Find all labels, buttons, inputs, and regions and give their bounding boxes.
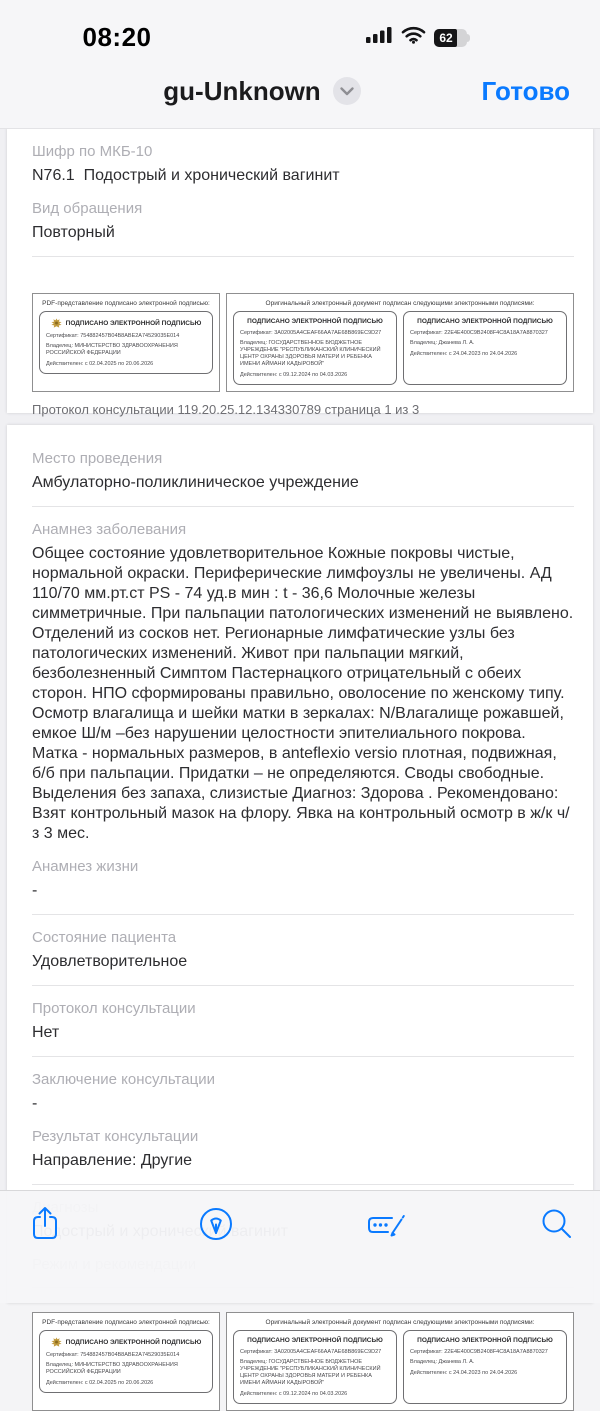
signature-stamp <box>403 1330 567 1404</box>
stamp-title-text: ПОДПИСАНО ЭЛЕКТРОННОЙ ПОДПИСЬЮ <box>417 1337 553 1344</box>
signature-row <box>32 1312 574 1411</box>
stamp-certificate: Сертификат: 22E4E400C9B2408F4C8A18A7A8870327 <box>410 329 548 336</box>
field-result <box>32 1127 574 1171</box>
nav-bar <box>0 54 600 129</box>
stamp-certificate: Сертификат: 22E4E400C9B2408F4C8A18A7A8870327 <box>410 1348 548 1355</box>
original-signature-title: Оригинальный электронный документ подписан следующими электронными подписями: <box>265 1319 535 1326</box>
stamp-certificate: Сертификат: 3A02005A4CEAF66AA7AE68B869EC9D27 <box>240 329 382 336</box>
stamp-certificate: Сертификат: 3A02005A4CEAF66AA7AE68B869EC9D27 <box>240 1348 382 1355</box>
field-value: Амбулаторно-поликлиническое учреждение <box>32 474 359 491</box>
done-button[interactable]: Готово <box>481 75 570 106</box>
field-label: Место проведения <box>32 450 163 467</box>
stamp-owner: Владелец: Джанева Л. А. <box>410 1359 475 1365</box>
status-bar <box>0 0 600 54</box>
field-label: Вид обращения <box>32 200 143 217</box>
document-page-2 <box>7 425 593 1397</box>
share-icon <box>30 1205 60 1243</box>
stamp-validity: Действителен: с 09.12.2024 по 04.03.2026 <box>240 371 348 378</box>
signature-row <box>32 293 574 392</box>
search-icon <box>540 1207 574 1241</box>
document-title: gu-Unknown <box>163 75 321 106</box>
divider <box>32 914 574 915</box>
divider <box>32 985 574 986</box>
signature-stamp <box>39 1330 213 1393</box>
field-visit-type <box>32 199 574 243</box>
form-fill-icon <box>366 1206 406 1242</box>
chevron-down-icon <box>340 87 354 96</box>
field-icd-code <box>32 142 574 186</box>
cellular-signal-icon <box>366 26 393 49</box>
original-signature-title: Оригинальный электронный документ подписан следующими электронными подписями: <box>265 300 535 307</box>
field-label: Шифр по МКБ-10 <box>32 143 153 160</box>
field-anamnesis <box>32 520 574 844</box>
signature-stamp <box>39 311 213 374</box>
divider <box>32 1184 574 1185</box>
pdf-signature-title: PDF-представление подписано электронной подписью: <box>42 1319 210 1326</box>
stamp-title-text: ПОДПИСАНО ЭЛЕКТРОННОЙ ПОДПИСЬЮ <box>247 1337 383 1344</box>
field-value: Направление: Другие <box>32 1152 193 1169</box>
divider <box>32 1056 574 1057</box>
field-label: Результат консультации <box>32 1128 199 1145</box>
signature-stamp <box>233 1330 397 1404</box>
battery-icon <box>434 29 470 47</box>
field-label: Анамнез заболевания <box>32 521 187 538</box>
stamp-certificate: Сертификат: 754882457B04B8ABE2A74529035E014 <box>46 1351 180 1358</box>
stamp-validity: Действителен: с 09.12.2024 по 04.03.2026 <box>240 1390 348 1397</box>
stamp-title-text: ПОДПИСАНО ЭЛЕКТРОННОЙ ПОДПИСЬЮ <box>65 1338 202 1346</box>
stamp-certificate: Сертификат: 754882457B04B8ABE2A74529035E014 <box>46 332 180 339</box>
search-button[interactable] <box>536 1203 578 1245</box>
field-patient-state <box>32 928 574 972</box>
coat-of-arms-icon <box>51 1337 62 1348</box>
original-signature-box <box>226 1312 574 1411</box>
bottom-toolbar <box>0 1190 600 1303</box>
original-signature-box <box>226 293 574 392</box>
field-protocol <box>32 999 574 1043</box>
nav-title-group <box>0 54 562 128</box>
field-value: Общее состояние удовлетворительное Кожные покровы чистые, нормальной окраски. Периферические лимфоузлы не увеличены. АД 110/70 мм.рт.ст PS - 74 уд.в мин : t - 36,6 Молочные железы симметричные. При пальпации патологических изменений не выявлено. Отделений из сосков нет. Регионарные лимфатические узлы без патологических изменений. Живот при пальпации мягкий, безболезненный Симптом Пастернацкого отрицательный с обеих сторон. НПО сформированы правильно, оволосение по женскому типу. Осмотр влагалища и шейки матки в зеркалах: N/Влагалище рожавшей, емкое Ш/м –без нарушении целостности эпителиального покрова. Матка - нормальных размеров, в anteflexio versio плотная, подвижная, б/б при пальпации. Придатки – не определяются. Своды свободные. Выделения без запаха, слизистые Диагноз: Здорова . Рекомендовано: Взят контрольный мазок на флору. Явка на контрольный осмотр в ж/к ч/з 3 мес. <box>32 545 574 842</box>
stamp-title-text: ПОДПИСАНО ЭЛЕКТРОННОЙ ПОДПИСЬЮ <box>417 318 553 325</box>
field-label: Состояние пациента <box>32 929 177 946</box>
divider <box>32 506 574 507</box>
field-label: Анамнез жизни <box>32 858 139 875</box>
field-value: Нет <box>32 1024 60 1041</box>
document-scroll-area[interactable] <box>0 128 600 1397</box>
field-label: Протокол консультации <box>32 1000 196 1017</box>
pdf-signature-box <box>32 1312 220 1411</box>
stamp-validity: Действителен: с 24.04.2023 по 24.04.2026 <box>410 1369 518 1376</box>
field-label: Заключение консультации <box>32 1071 215 1088</box>
field-conclusion <box>32 1070 574 1114</box>
coat-of-arms-icon <box>51 318 62 329</box>
form-fill-button[interactable] <box>365 1203 407 1245</box>
stamp-owner: Владелец: МИНИСТЕРСТВО ЗДРАВООХРАНЕНИЯ РОССИЙСКОЙ ФЕДЕРАЦИИ <box>46 343 178 356</box>
document-page-1 <box>7 128 593 417</box>
stamp-validity: Действителен: с 02.04.2025 по 20.06.2026 <box>46 360 154 367</box>
divider <box>32 256 574 257</box>
signature-stamp <box>233 311 397 385</box>
markup-icon <box>198 1206 234 1242</box>
field-value: Повторный <box>32 224 115 241</box>
markup-button[interactable] <box>195 1203 237 1245</box>
field-location <box>32 449 574 493</box>
stamp-validity: Действителен: с 02.04.2025 по 20.06.2026 <box>46 1379 154 1386</box>
field-value: - <box>32 1095 38 1112</box>
pdf-signature-box <box>32 293 220 392</box>
share-button[interactable] <box>24 1203 66 1245</box>
title-menu-button[interactable] <box>333 77 361 105</box>
signature-stamp <box>403 311 567 385</box>
wifi-icon <box>401 26 426 49</box>
field-life-anamnesis <box>32 857 574 901</box>
field-value: Удовлетворительное <box>32 953 188 970</box>
stamp-owner: Владелец: Джанева Л. А. <box>410 340 475 346</box>
stamp-validity: Действителен: с 24.04.2023 по 24.04.2026 <box>410 350 518 357</box>
field-value: N76.1 Подострый и хронический вагинит <box>32 167 340 184</box>
page-caption: Протокол консультации 119.20.25.12.134330789 страница 1 из 3 <box>32 401 420 417</box>
pdf-signature-title: PDF-представление подписано электронной подписью: <box>42 300 210 307</box>
stamp-owner: Владелец: ГОСУДАРСТВЕННОЕ БЮДЖЕТНОЕ УЧРЕЖДЕНИЕ "РЕСПУБЛИКАНСКИЙ КЛИНИЧЕСКИЙ ЦЕНТР ОХРАНЫ ЗДОРОВЬЯ МАТЕРИ И РЕБЕНКА ИМЕНИ АЙМАНИ КАДЫРОВОЙ" <box>240 340 381 367</box>
stamp-title-text: ПОДПИСАНО ЭЛЕКТРОННОЙ ПОДПИСЬЮ <box>65 319 202 327</box>
stamp-title-text: ПОДПИСАНО ЭЛЕКТРОННОЙ ПОДПИСЬЮ <box>247 318 383 325</box>
field-value: - <box>32 882 38 899</box>
battery-percent: 62 <box>439 30 453 45</box>
status-icons <box>366 26 470 49</box>
stamp-owner: Владелец: ГОСУДАРСТВЕННОЕ БЮДЖЕТНОЕ УЧРЕЖДЕНИЕ "РЕСПУБЛИКАНСКИЙ КЛИНИЧЕСКИЙ ЦЕНТР ОХРАНЫ ЗДОРОВЬЯ МАТЕРИ И РЕБЕНКА ИМЕНИ АЙМАНИ КАДЫРОВОЙ" <box>240 1359 381 1386</box>
status-time: 08:20 <box>82 22 152 52</box>
stamp-owner: Владелец: МИНИСТЕРСТВО ЗДРАВООХРАНЕНИЯ РОССИЙСКОЙ ФЕДЕРАЦИИ <box>46 1362 178 1375</box>
